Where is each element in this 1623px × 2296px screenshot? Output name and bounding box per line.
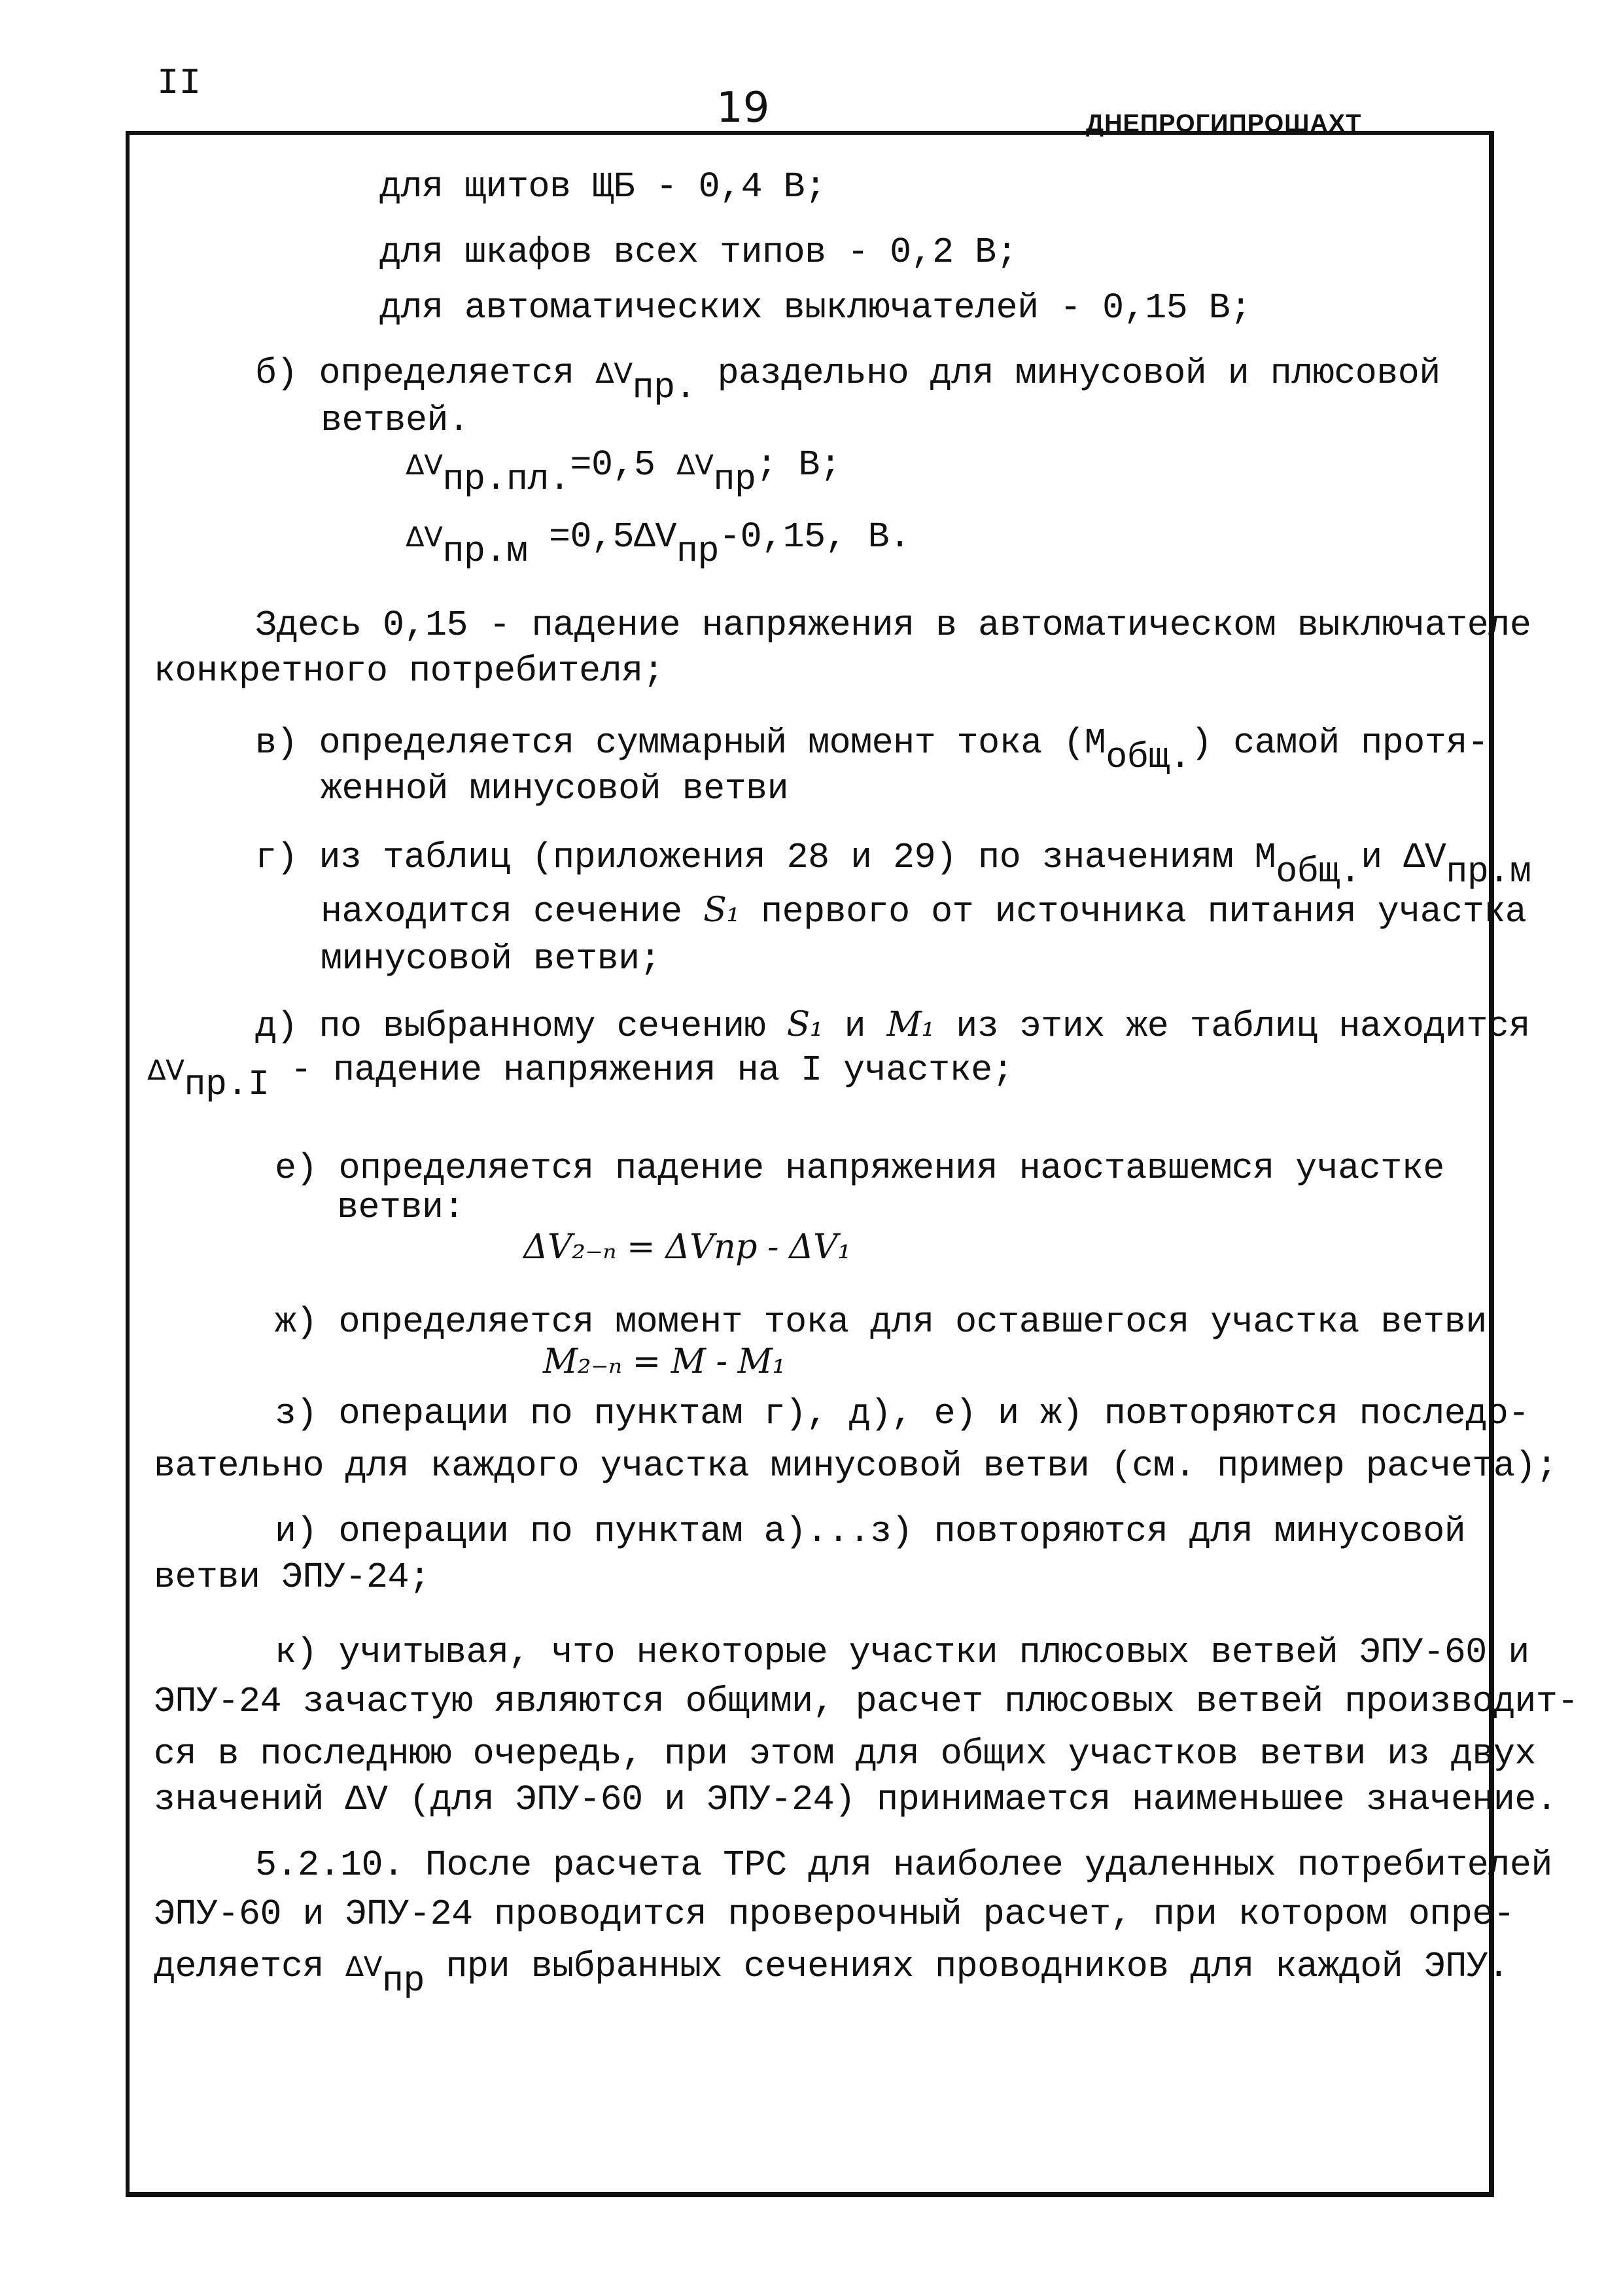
page-corner-mark: II xyxy=(157,62,201,104)
text-line: минусовой ветви; xyxy=(321,938,661,980)
formula-line: ΔVпр.пл.=0,5 ΔVпр; В; xyxy=(406,444,841,500)
text-line: ЭПУ-24 зачастую являются общими, расчет плюсовых ветвей производит- xyxy=(154,1681,1579,1722)
text-line: для шкафов всех типов - 0,2 В; xyxy=(379,232,1018,273)
item-i: и) операции по пунктам а)...з) повторяются для минусовой xyxy=(275,1511,1466,1552)
page-number: 19 xyxy=(716,84,770,132)
item-z: з) операции по пунктам г), д), е) и ж) повторяются последо- xyxy=(275,1393,1529,1434)
item-k: к) учитывая, что некоторые участки плюсовых ветвей ЭПУ-60 и xyxy=(275,1632,1529,1673)
text-line: конкретного потребителя; xyxy=(154,650,665,692)
text-line: женной минусовой ветви xyxy=(321,768,789,809)
text-line: для щитов ЩБ - 0,4 В; xyxy=(379,166,826,207)
item-d: д) по выбранному сечению S₁ и M₁ из этих же таблиц находится xyxy=(255,1005,1530,1047)
organization-header: ДНЕПРОГИПРОШАХТ xyxy=(1086,110,1362,137)
item-zh: ж) определяется момент тока для оставшегося участка ветви xyxy=(275,1301,1487,1343)
item-g: г) из таблиц (приложения 28 и 29) по значениям Мобщ.и ΔVпр.м xyxy=(255,837,1531,892)
text-line: находится сечение S₁ первого от источника питания участка xyxy=(321,891,1527,932)
formula-line: ΔVпр.м =0,5ΔVпр-0,15, В. xyxy=(406,516,911,572)
item-e: е) определяется падение напряжения наоставшемся участке xyxy=(275,1148,1444,1189)
text-line: ся в последнюю очередь, при этом для общих участков ветви из двух xyxy=(154,1733,1536,1775)
text-line: вательно для каждого участка минусовой ветви (см. пример расчета); xyxy=(154,1445,1558,1487)
text-line: ЭПУ-60 и ЭПУ-24 проводится проверочный расчет, при котором опре- xyxy=(154,1894,1515,1935)
text-line: ветвей. xyxy=(321,400,470,441)
text-line: для автоматических выключателей - 0,15 В; xyxy=(379,287,1251,328)
handwritten-formula: M₂₋ₙ = M - M₁ xyxy=(543,1342,786,1381)
item-v: в) определяется суммарный момент тока (Мобщ.) самой протя- xyxy=(255,722,1489,778)
handwritten-formula: ΔV₂₋ₙ = ΔVпр - ΔV₁ xyxy=(523,1227,851,1267)
paragraph-5-2-10: 5.2.10. После расчета ТРС для наиболее удаленных потребителей xyxy=(255,1845,1552,1886)
text-line: деляется ΔVпр при выбранных сечениях проводников для каждой ЭПУ. xyxy=(154,1946,1509,2002)
text-line: ΔVпр.I - падение напряжения на I участке; xyxy=(147,1050,1014,1105)
text-line: ветви: xyxy=(337,1187,465,1228)
text-line: значений ΔV (для ЭПУ-60 и ЭПУ-24) принимается наименьшее значение. xyxy=(154,1779,1558,1820)
item-b: б) определяется ΔVпр. раздельно для минусовой и плюсовой xyxy=(255,353,1440,408)
text-line: Здесь 0,15 - падение напряжения в автоматическом выключателе xyxy=(255,605,1531,646)
text-line: ветви ЭПУ-24; xyxy=(154,1557,430,1598)
